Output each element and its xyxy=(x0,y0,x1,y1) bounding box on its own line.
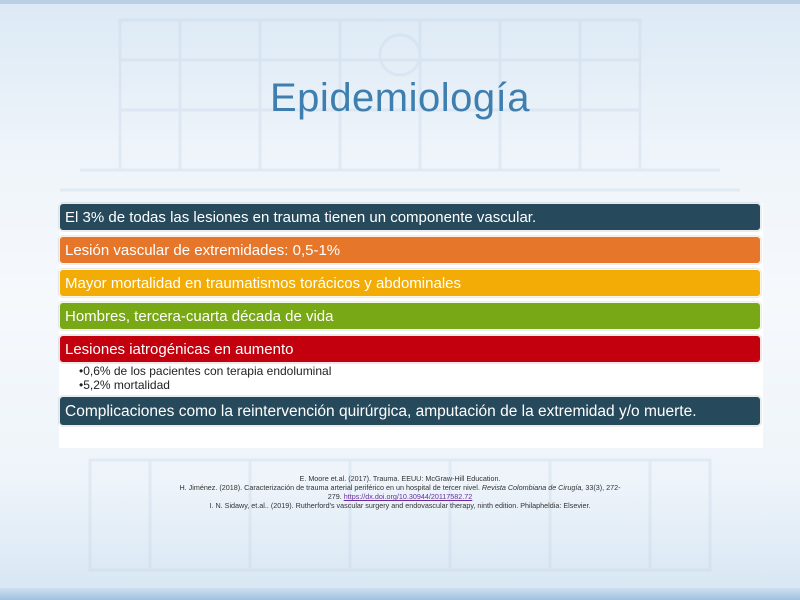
bullet-text-6: Complicaciones como la reintervención quirúrgica, amputación de la extremidad y/o muerte. xyxy=(65,403,697,420)
reference-3: I. N. Sidawy, et.al.. (2019). Rutherford's vascular surgery and endovascular therapy, ninth edition. Philapheldia: Elsevier. xyxy=(209,501,591,510)
bullet-bar-3 xyxy=(59,269,761,297)
bullet-text-3: Mayor mortalidad en traumatismos torácicos y abdominales xyxy=(65,275,461,292)
reference-2-pages: 279. xyxy=(327,492,342,501)
bullet-text-4: Hombres, tercera-cuarta década de vida xyxy=(65,308,334,325)
sub-bullet-2: •5,2% mortalidad xyxy=(79,378,170,392)
reference-2-volume: 33(3), 272- xyxy=(585,483,621,492)
bullet-text-5: Lesiones iatrogénicas en aumento xyxy=(65,341,294,358)
reference-2-text: H. Jiménez. (2018). Caracterización de trauma arterial periférico en un hospital de tercer nivel. xyxy=(179,483,480,492)
bullet-text-2: Lesión vascular de extremidades: 0,5-1% xyxy=(65,242,341,259)
bullet-bar-4 xyxy=(59,302,761,330)
reference-2-link[interactable]: https://dx.doi.org/10.30944/20117582.72 xyxy=(343,492,473,501)
bullet-bar-2 xyxy=(59,236,761,264)
reference-2-cont xyxy=(120,492,680,501)
bullet-bar-5 xyxy=(59,335,761,363)
references xyxy=(120,474,680,510)
reference-2-journal: Revista Colombiana de Cirugía, xyxy=(481,483,584,492)
content-panel xyxy=(59,203,763,448)
bullet-bar-1 xyxy=(59,203,761,231)
sub-bullet-list xyxy=(79,364,331,392)
reference-1: E. Moore et.al. (2017). Trauma. EEUU: McGraw-Hill Education. xyxy=(299,474,501,483)
bottom-band xyxy=(0,588,800,600)
sub-bullet-1: •0,6% de los pacientes con terapia endoluminal xyxy=(79,364,332,378)
reference-2 xyxy=(120,483,680,492)
slide-title: Epidemiología xyxy=(270,76,530,120)
bullet-bar-6 xyxy=(59,396,761,426)
bullet-text-1: El 3% de todas las lesiones en trauma tienen un componente vascular. xyxy=(65,209,537,226)
